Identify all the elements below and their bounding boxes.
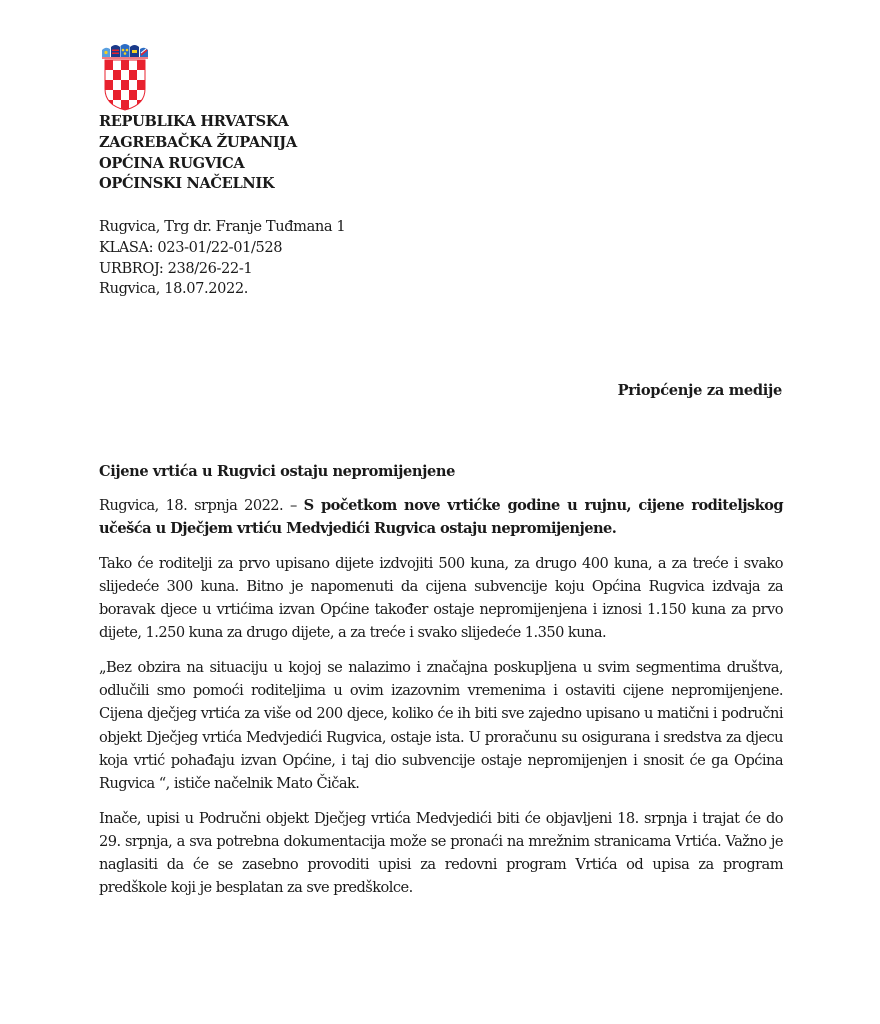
article-lead-paragraph <box>99 494 783 541</box>
press-release-label: Priopćenje za medije <box>617 382 782 399</box>
article-lead-text: S početkom nove vrtićke godine u rujnu, cijene roditeljskog učešća u Dječjem vrtiću Medvjedići Rugvica ostaju nepromijenjene. <box>99 497 783 538</box>
article-paragraph-quote: „Bez obzira na situaciju u kojoj se nalazimo i značajna poskupljena u svim segmentima društva, odlučili smo pomoći roditeljima u ovim izazovnim vremenima i ostaviti cijene nepromijenjene. Cijena dječjeg vrtića za više od 200 djece, koliko će ih biti sve zajedno upisano u matični i područni objekt Dječjeg vrtića Medvjedići Rugvica, ostaje ista. U proračunu su osigurana i sredstva za djecu koja vrtić pohađaju izvan Općine, i taj dio subvencije ostaje nepromijenjen i snosit će ga Općina Rugvica “, ističe načelnik Mato Čičak. <box>99 658 783 793</box>
article-paragraph-enrollment: Inače, upisi u Područni objekt Dječjeg vrtića Medvjedići biti će objavljeni 18. srpnja i trajat će do 29. srpnja, a sva potrebna dokumentacija može se pronaći na mrežnim stranicama Vrtića. Važno je naglasiti da će se zasebno provoditi upisi za redovni program Vrtića od upisa za program predškole koji je besplatan za sve predškolce. <box>99 809 783 897</box>
header-line-office: OPĆINSKI NAČELNIK <box>99 175 275 193</box>
header-line-country: REPUBLIKA HRVATSKA <box>99 113 289 130</box>
urbroj-line: URBROJ: 238/26-22-1 <box>99 259 253 277</box>
article-paragraph-prices: Tako će roditelji za prvo upisano dijete izdvojiti 500 kuna, za drugo 400 kuna, a za treće i svako slijedeće 300 kuna. Bitno je napomenuti da cijena subvencije koju Općina Rugvica izdvaja za boravak djece u vrtićima izvan Općine također ostaje nepromijenjena i iznosi 1.150 kuna za prvo dijete, 1.250 kuna za drugo dijete, a za treće i svako slijedeće 1.350 kuna. <box>99 554 783 642</box>
article-title: Cijene vrtića u Rugvici ostaju nepromijenjene <box>99 463 456 480</box>
croatian-coat-of-arms-icon <box>101 43 149 111</box>
klasa-line: KLASA: 023-01/22-01/528 <box>99 238 283 256</box>
header-line-municipality: OPĆINA RUGVICA <box>99 154 245 172</box>
document-reference-block <box>99 217 345 300</box>
article-body <box>99 460 783 911</box>
document-date: Rugvica, 18.07.2022. <box>99 280 248 298</box>
header-line-county: ZAGREBAČKA ŽUPANIJA <box>99 133 297 151</box>
article-dateline: Rugvica, 18. srpnja 2022. – <box>99 497 304 514</box>
institution-header <box>99 112 297 195</box>
address-line: Rugvica, Trg dr. Franje Tuđmana 1 <box>99 218 346 235</box>
